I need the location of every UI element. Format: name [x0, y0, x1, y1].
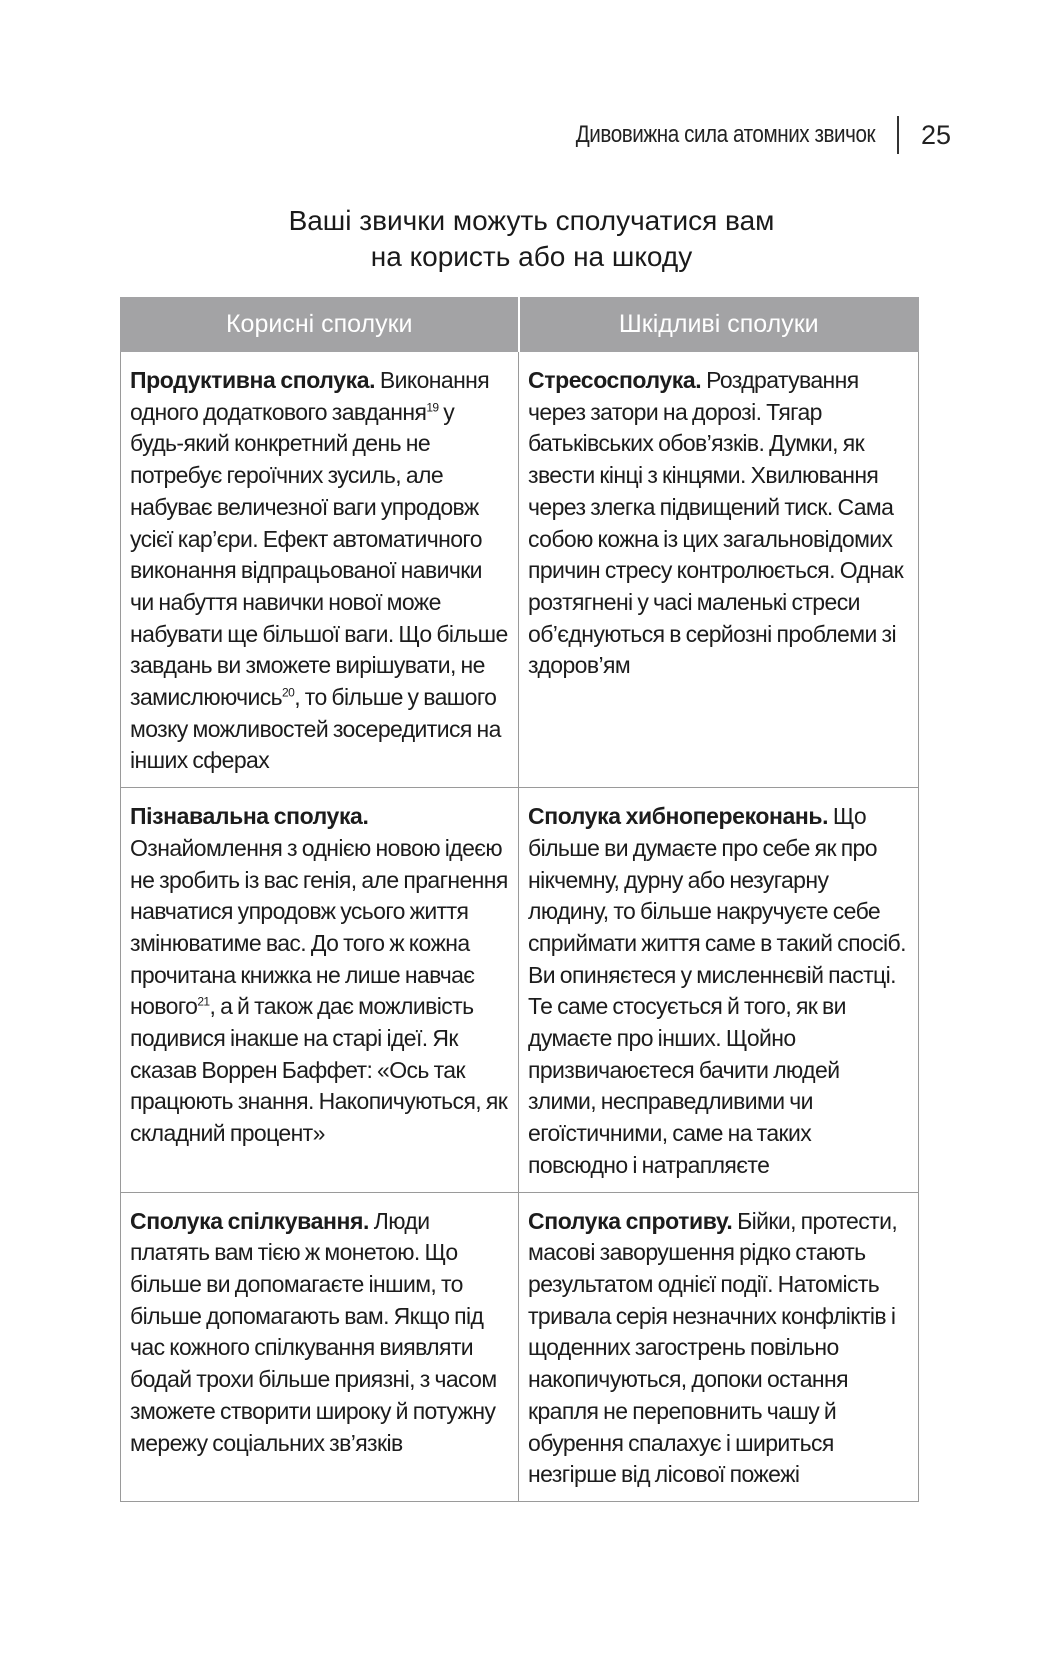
cell-heading: Продуктивна сполука. — [130, 367, 376, 393]
page-number: 25 — [920, 119, 951, 150]
cell-body: Роздратування через затори на дорозі. Тягар батьківських обов’язків. Думки, як звести кінці з кінцями. Хвилювання через злегка підвищений тиск. Сама собою кожна із цих загальновідомих причин стресу контролюється. Однак розтягнені у часі маленькі стреси об’єднуються в серйозні проблеми зі здоров’ям — [528, 367, 904, 679]
cell-body: у будь-який конкретний день не потребує героїчних зусиль, але набуває величезної ваги упродовж усієї кар’єри. Ефект автоматичного виконання відпрацьованої навички чи набуття навички нової може набувати ще більшої ваги. Що більше завдань ви зможете вирішувати, не замислюючись — [130, 398, 508, 711]
table-header-row — [121, 298, 919, 352]
cell-body: Бійки, протести, масові заворушення рідко стають результатом однієї події. Натомість тривала серія незначних конфліктів і щоденних загострень повільно накопичуються, допоки остання крапля не переповнить чашу й обурення спалахує і шириться незгірше від лісової пожежі — [528, 1207, 898, 1488]
cell-heading: Сполука спілкування. — [130, 1207, 369, 1234]
footnote-ref: 20 — [282, 685, 295, 700]
table-cell-false-beliefs-compound — [519, 788, 919, 1192]
running-title: Дивовижна сила атомних звичок — [575, 121, 875, 148]
cell-body: Виконання одного додаткового завдання — [130, 367, 490, 425]
section-title — [0, 203, 1063, 275]
table-cell-resistance-compound — [519, 1192, 919, 1501]
column-header-good: Корисні сполуки — [121, 298, 519, 352]
section-title-line-1: Ваші звички можуть сполучатися вам — [288, 205, 775, 236]
table-cell-stress-compound — [519, 352, 919, 788]
column-header-bad: Шкідливі сполуки — [519, 298, 919, 352]
header-divider — [897, 116, 899, 154]
cell-body: Ознайомлення з однією новою ідеєю не зробить із вас генія, але прагнення навчатися упродовж усього життя змінюватиме вас. До того ж кожна прочитана книжка не лише навчає нового — [130, 834, 508, 1020]
table-row — [121, 352, 919, 788]
cell-text — [130, 365, 510, 777]
cell-body: Люди платять вам тією ж монетою. Що більше ви допомагаєте іншим, то більше допомагають вам. Якщо під час кожного спілкування виявляти бодай трохи більше приязні, з часом зможете створити широку й потужну мережу соціальних зв’язків — [130, 1207, 497, 1456]
cell-text — [130, 1206, 510, 1460]
habits-compound-table — [120, 297, 919, 1502]
cell-heading: Сполука спротиву. — [528, 1207, 733, 1234]
cell-heading: Сполука хибнопереконань. — [528, 803, 829, 830]
cell-text — [528, 801, 910, 1181]
table-cell-productive-compound — [121, 352, 519, 788]
table-cell-communication-compound — [121, 1192, 519, 1501]
footnote-ref: 19 — [426, 400, 439, 415]
section-title-line-2: на користь або на шкоду — [370, 241, 693, 272]
cell-heading: Стресосполука. — [528, 367, 702, 393]
table-row — [121, 1192, 919, 1501]
cell-body: Що більше ви думаєте про себе як про нікчемну, дурну або незугарну людину, то більше накручуєте себе сприймати життя саме в такий спосіб. Ви опиняєтеся у мисленнєвій пастці. Те саме стосується й того, як ви думаєте про інших. Щойно призвичаюєтеся бачити людей злими, несправедливими чи егоїстичними, саме на таких повсюдно і натрапляєте — [528, 803, 906, 1178]
cell-body: , то більше у вашого мозку можливостей зосередитися на інших сферах — [130, 684, 501, 774]
cell-text — [528, 365, 910, 682]
cell-text — [130, 801, 510, 1150]
footnote-ref: 21 — [197, 994, 210, 1009]
running-header — [527, 115, 951, 155]
cell-text — [528, 1206, 910, 1491]
cell-heading: Пізнавальна сполука. — [130, 803, 369, 830]
cell-body: , а й також дає можливість подивися інакше на старі ідеї. Як сказав Воррен Баффет: «Ось так працюють знання. Накопичуються, як складний процент» — [130, 993, 508, 1147]
table-row — [121, 788, 919, 1192]
table-cell-knowledge-compound — [121, 788, 519, 1192]
